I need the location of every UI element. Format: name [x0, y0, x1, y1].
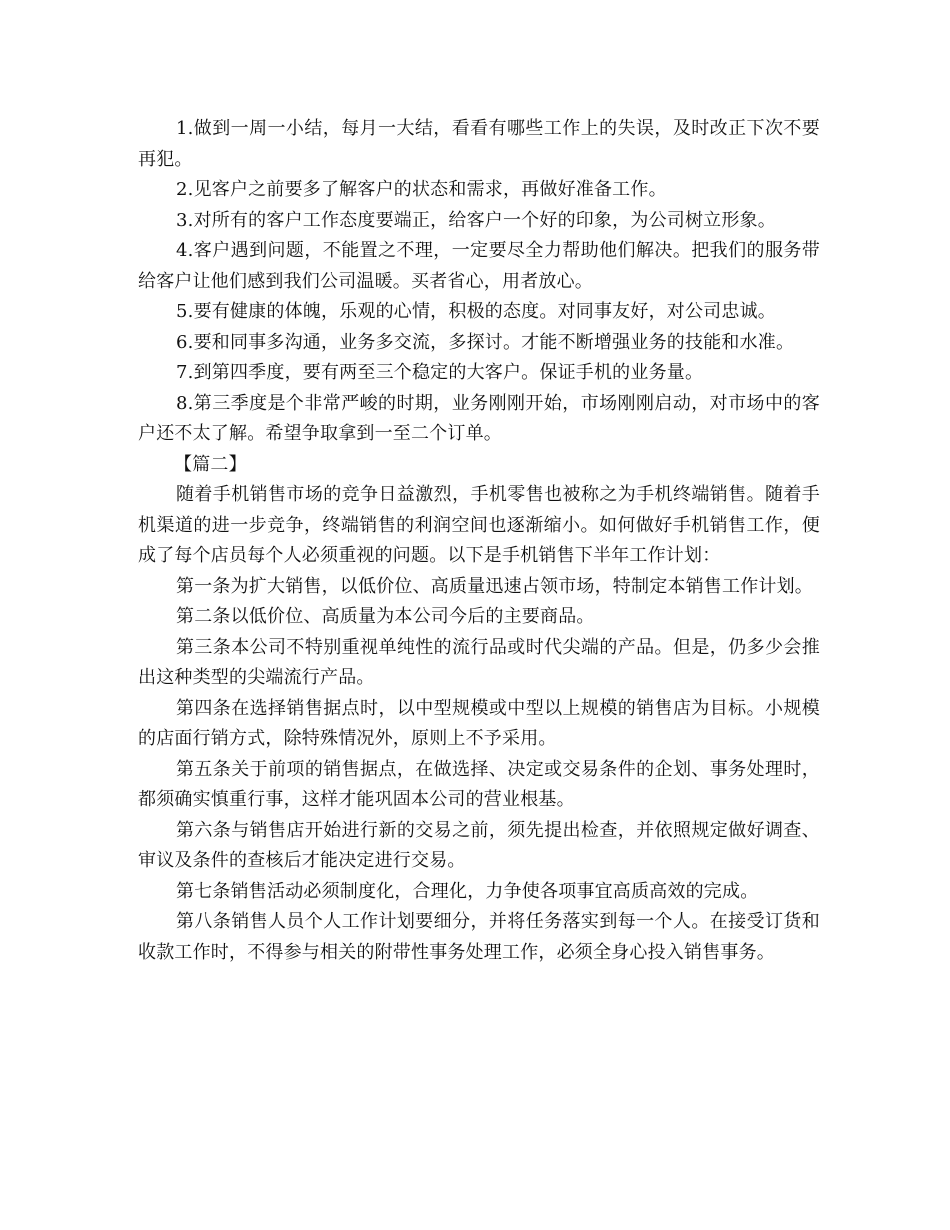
list-item-6: 6.要和同事多沟通，业务多交流，多探讨。才能不断增强业务的技能和水准。 — [176, 331, 795, 353]
article-2: 第二条以低价位、高质量为本公司今后的主要商品。 — [176, 606, 595, 627]
article-5: 第五条关于前项的销售据点，在做选择、决定或交易条件的企划、事务处理时，都须确实慎重行事，这样才能巩固本公司的营业根基。 — [138, 758, 820, 810]
article-1: 第一条为扩大销售，以低价位、高质量迅速占领市场，特制定本销售工作计划。 — [176, 575, 813, 597]
article-7: 第七条销售活动必须制度化，合理化，力争使各项事宜高质高效的完成。 — [176, 880, 759, 902]
article-4: 第四条在选择销售据点时，以中型规模或中型以上规模的销售店为目标。小规模的店面行销方式，除特殊情况外，原则上不予采用。 — [138, 697, 820, 749]
list-item-7: 7.到第四季度，要有两至三个稳定的大客户。保证手机的业务量。 — [176, 362, 704, 383]
list-item-1: 1.做到一周一小结，每月一大结，看看有哪些工作上的失误，及时改正下次不要再犯。 — [138, 118, 820, 170]
article-6: 第六条与销售店开始进行新的交易之前，须先提出检查，并依照规定做好调查、审议及条件的查核后才能决定进行交易。 — [138, 819, 820, 871]
list-item-2: 2.见客户之前要多了解客户的状态和需求，再做好准备工作。 — [176, 179, 667, 200]
document-body — [138, 114, 820, 968]
article-8: 第八条销售人员个人工作计划要细分，并将任务落实到每一个人。在接受订货和收款工作时，不得参与相关的附带性事务处理工作，必须全身心投入销售事务。 — [138, 911, 820, 963]
list-item-5: 5.要有健康的体魄，乐观的心情，积极的态度。对同事友好，对公司忠诚。 — [176, 301, 776, 322]
section-heading: 【篇二】 — [174, 453, 247, 475]
list-item-4: 4.客户遇到问题，不能置之不理，一定要尽全力帮助他们解决。把我们的服务带给客户让他们感到我们公司温暖。买者省心，用者放心。 — [138, 240, 820, 292]
list-item-8: 8.第三季度是个非常严峻的时期，业务刚刚开始，市场刚刚启动，对市场中的客户还不太了解。希望争取拿到一至二个订单。 — [138, 392, 820, 444]
intro-paragraph: 随着手机销售市场的竞争日益激烈，手机零售也被称之为手机终端销售。随着手机渠道的进一步竞争，终端销售的利润空间也逐渐缩小。如何做好手机销售工作，便成了每个店员每个人必须重视的问题。以下是手机销售下半年工作计划： — [138, 484, 820, 566]
list-item-3: 3.对所有的客户工作态度要端正，给客户一个好的印象，为公司树立形象。 — [176, 209, 776, 231]
article-3: 第三条本公司不特别重视单纯性的流行品或时代尖端的产品。但是，仍多少会推出这种类型的尖端流行产品。 — [138, 636, 820, 688]
